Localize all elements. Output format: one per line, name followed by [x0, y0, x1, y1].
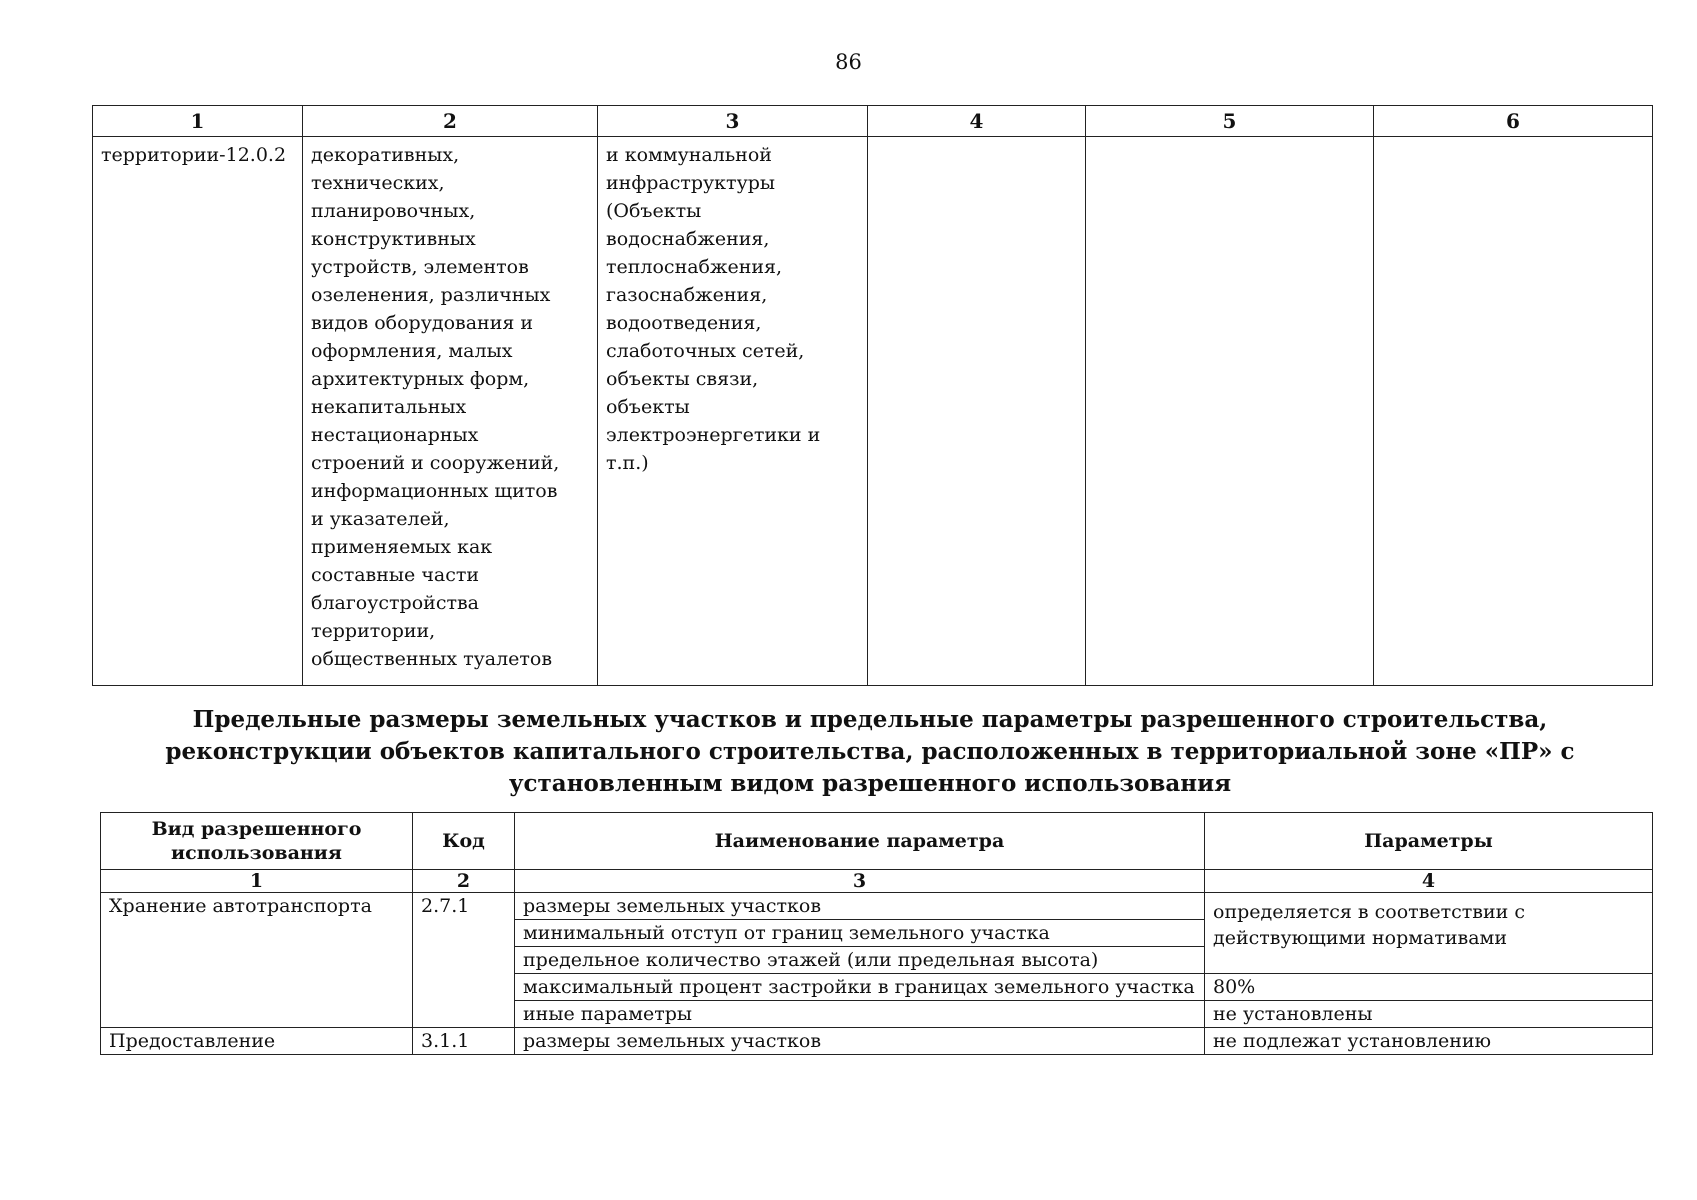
- cell-col4: [868, 137, 1086, 686]
- header-row: [93, 106, 1653, 137]
- column-header-5: 5: [1086, 106, 1374, 137]
- column-number-row: [101, 870, 1653, 893]
- cell-code: 2.7.1: [413, 893, 515, 1028]
- column-number-1: 1: [101, 870, 413, 893]
- cell-param-name: минимальный отступ от границ земельного участка: [515, 920, 1205, 947]
- section-title: Предельные размеры земельных участков и предельные параметры разрешенного строительства, реконструкции объектов капитального строительства, расположенных в территориальной зоне «ПР» с установленным видом разрешенного использования: [165, 706, 1575, 797]
- table-row: [101, 893, 1653, 920]
- column-header-6: 6: [1374, 106, 1653, 137]
- column-header-2: 2: [303, 106, 598, 137]
- table-row: [93, 137, 1653, 686]
- cell-code: 3.1.1: [413, 1028, 515, 1055]
- cell-param-value: не установлены: [1205, 1001, 1653, 1028]
- cell-param-value: определяется в соответствии с действующими нормативами: [1205, 893, 1653, 974]
- cell-param-value: 80%: [1205, 974, 1653, 1001]
- page-number: 86: [835, 50, 862, 74]
- column-header-4: 4: [868, 106, 1086, 137]
- column-header-3: 3: [598, 106, 868, 137]
- cell-use-type: Хранение автотранспорта: [101, 893, 413, 1028]
- continuation-table: [92, 105, 1653, 686]
- header-row: [101, 813, 1653, 870]
- header-code: Код: [413, 813, 515, 870]
- header-param-name: Наименование параметра: [515, 813, 1205, 870]
- column-header-1: 1: [93, 106, 303, 137]
- cell-param-value: не подлежат установлению: [1205, 1028, 1653, 1055]
- table-row: [101, 1028, 1653, 1055]
- header-use-type: Вид разрешенного использования: [101, 813, 413, 870]
- cell-param-name: размеры земельных участков: [515, 1028, 1205, 1055]
- header-params: Параметры: [1205, 813, 1653, 870]
- cell-use-type: Предоставление: [101, 1028, 413, 1055]
- column-number-3: 3: [515, 870, 1205, 893]
- cell-auxiliary-uses: и коммунальной инфраструктуры (Объекты водоснабжения, теплоснабжения, газоснабжения, водоотведения, слаботочных сетей, объекты связи, объекты электроэнергетики и т.п.): [598, 137, 868, 686]
- column-number-4: 4: [1205, 870, 1653, 893]
- cell-col5: [1086, 137, 1374, 686]
- cell-description: декоративных, технических, планировочных, конструктивных устройств, элементов озеленения, различных видов оборудования и оформления, малых архитектурных форм, некапитальных нестационарных строений и сооружений, информационных щитов и указателей, применяемых как составные части благоустройства территории, общественных туалетов: [303, 137, 598, 686]
- cell-param-name: иные параметры: [515, 1001, 1205, 1028]
- parameters-table: [100, 812, 1653, 1055]
- cell-param-name: предельное количество этажей (или предельная высота): [515, 947, 1205, 974]
- cell-param-name: размеры земельных участков: [515, 893, 1205, 920]
- cell-use-type: территории-12.0.2: [93, 137, 303, 686]
- cell-col6: [1374, 137, 1653, 686]
- column-number-2: 2: [413, 870, 515, 893]
- cell-param-name: максимальный процент застройки в границах земельного участка: [515, 974, 1205, 1001]
